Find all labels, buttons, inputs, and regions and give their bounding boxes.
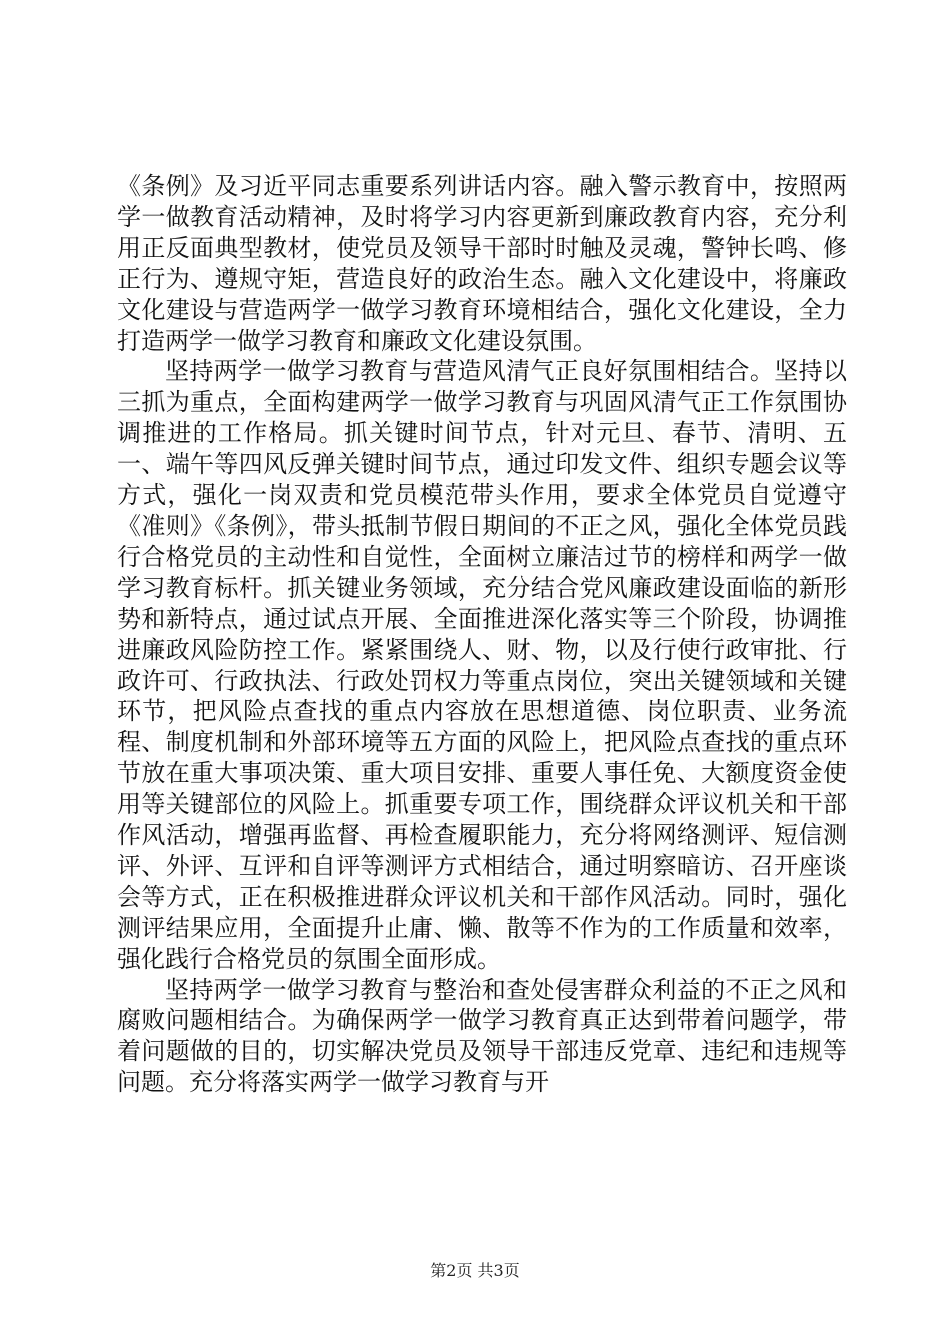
document-body	[117, 171, 847, 1098]
paragraph-atmosphere: 坚持两学一做学习教育与营造风清气正良好氛围相结合。坚持以三抓为重点，全面构建两学一做学习教育与巩固风清气正工作氛围协调推进的工作格局。抓关键时间节点，针对元旦、春节、清明、五一、端午等四风反弹关键时间节点，通过印发文件、组织专题会议等方式，强化一岗双责和党员模范带头作用，要求全体党员自觉遵守《准则》《条例》，带头抵制节假日期间的不正之风，强化全体党员践行合格党员的主动性和自觉性，全面树立廉洁过节的榜样和两学一做学习教育标杆。抓关键业务领域，充分结合党风廉政建设面临的新形势和新特点，通过试点开展、全面推进深化落实等三个阶段，协调推进廉政风险防控工作。紧紧围绕人、财、物，以及行使行政审批、行政许可、行政执法、行政处罚权力等重点岗位，突出关键领域和关键环节，把风险点查找的重点内容放在思想道德、岗位职责、业务流程、制度机制和外部环境等五方面的风险上，把风险点查找的重点环节放在重大事项决策、重大项目安排、重要人事任免、大额度资金使用等关键部位的风险上。抓重要专项工作，围绕群众评议机关和干部作风活动，增强再监督、再检查履职能力，充分将网络测评、短信测评、外评、互评和自评等测评方式相结合，通过明察暗访、召开座谈会等方式，正在积极推进群众评议机关和干部作风活动。同时，强化测评结果应用，全面提升止庸、懒、散等不作为的工作质量和效率，强化践行合格党员的氛围全面形成。	[117, 357, 847, 973]
paragraph-rectification: 坚持两学一做学习教育与整治和查处侵害群众利益的不正之风和腐败问题相结合。为确保两学一做学习教育真正达到带着问题学，带着问题做的目的，切实解决党员及领导干部违反党章、违纪和违规等问题。充分将落实两学一做学习教育与开	[117, 975, 847, 1097]
paragraph-continuation: 《条例》及习近平同志重要系列讲话内容。融入警示教育中，按照两学一做教育活动精神，及时将学习内容更新到廉政教育内容，充分利用正反面典型教材，使党员及领导干部时时触及灵魂，警钟长鸣、修正行为、遵规守矩，营造良好的政治生态。融入文化建设中，将廉政文化建设与营造两学一做学习教育环境相结合，强化文化建设，全力打造两学一做学习教育和廉政文化建设氛围。	[117, 172, 847, 355]
page-number-footer: 第2页 共3页	[430, 1261, 520, 1280]
